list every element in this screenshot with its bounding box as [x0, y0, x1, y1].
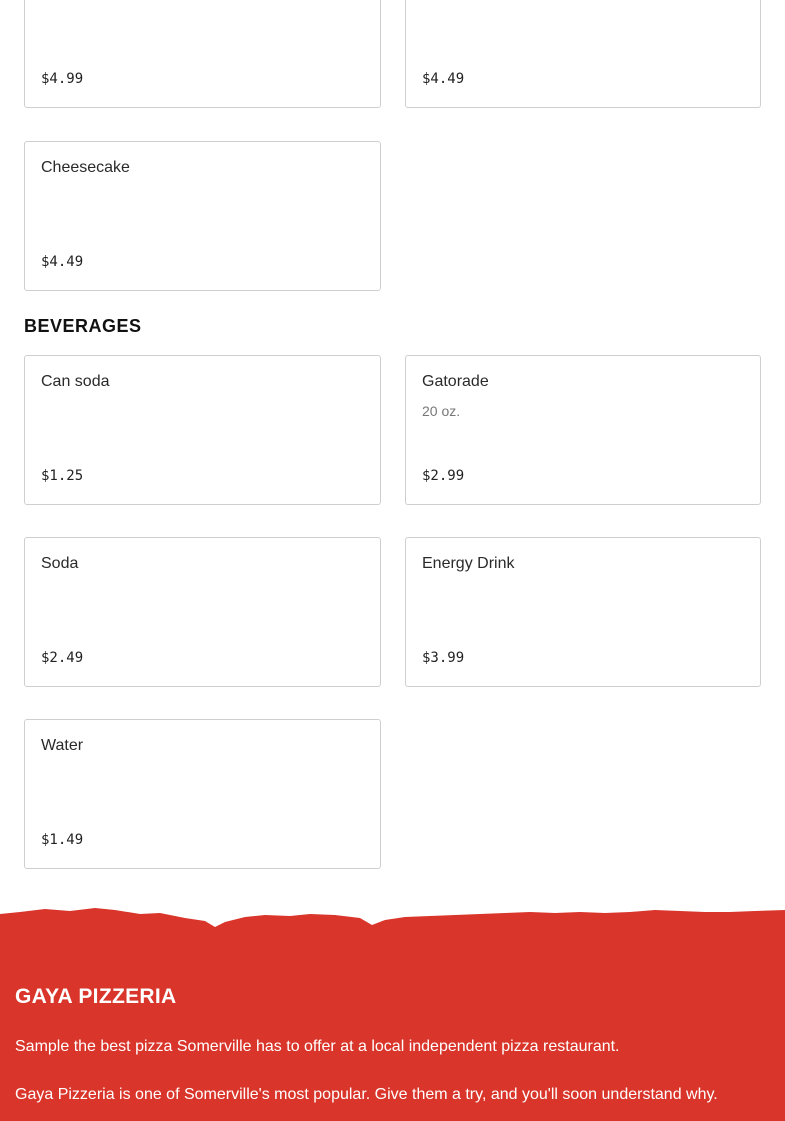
menu-item-card[interactable]	[405, 537, 761, 687]
item-name: Cheesecake	[41, 159, 130, 176]
item-name: Soda	[41, 555, 79, 572]
section-heading-beverages: BEVERAGES	[24, 316, 142, 336]
item-name: Energy Drink	[422, 555, 515, 572]
item-price: $1.49	[41, 832, 84, 848]
item-name: Water	[41, 737, 84, 754]
menu-item-card[interactable]	[24, 355, 381, 505]
item-description: 20 oz.	[422, 403, 461, 419]
menu-item-card[interactable]	[24, 719, 381, 869]
item-price: $3.99	[422, 650, 465, 666]
menu-item-card[interactable]	[405, 0, 761, 108]
footer-brand-title: GAYA PIZZERIA	[15, 985, 177, 1008]
item-price: $4.49	[422, 71, 465, 87]
item-price: $4.99	[41, 71, 84, 87]
menu-item-card[interactable]	[24, 0, 381, 108]
item-name: Can soda	[41, 373, 110, 390]
menu-item-card[interactable]	[405, 355, 761, 505]
item-price: $4.49	[41, 254, 84, 270]
footer-description: Gaya Pizzeria is one of Somerville's most popular. Give them a try, and you'll soon understand why.	[15, 1086, 718, 1103]
item-price: $2.49	[41, 650, 84, 666]
footer-tagline: Sample the best pizza Somerville has to offer at a local independent pizza restaurant.	[15, 1038, 620, 1055]
item-name: Gatorade	[422, 373, 489, 390]
menu-item-card[interactable]	[24, 141, 381, 291]
item-price: $2.99	[422, 468, 465, 484]
item-price: $1.25	[41, 468, 84, 484]
menu-item-card[interactable]	[24, 537, 381, 687]
site-footer	[0, 900, 785, 1121]
